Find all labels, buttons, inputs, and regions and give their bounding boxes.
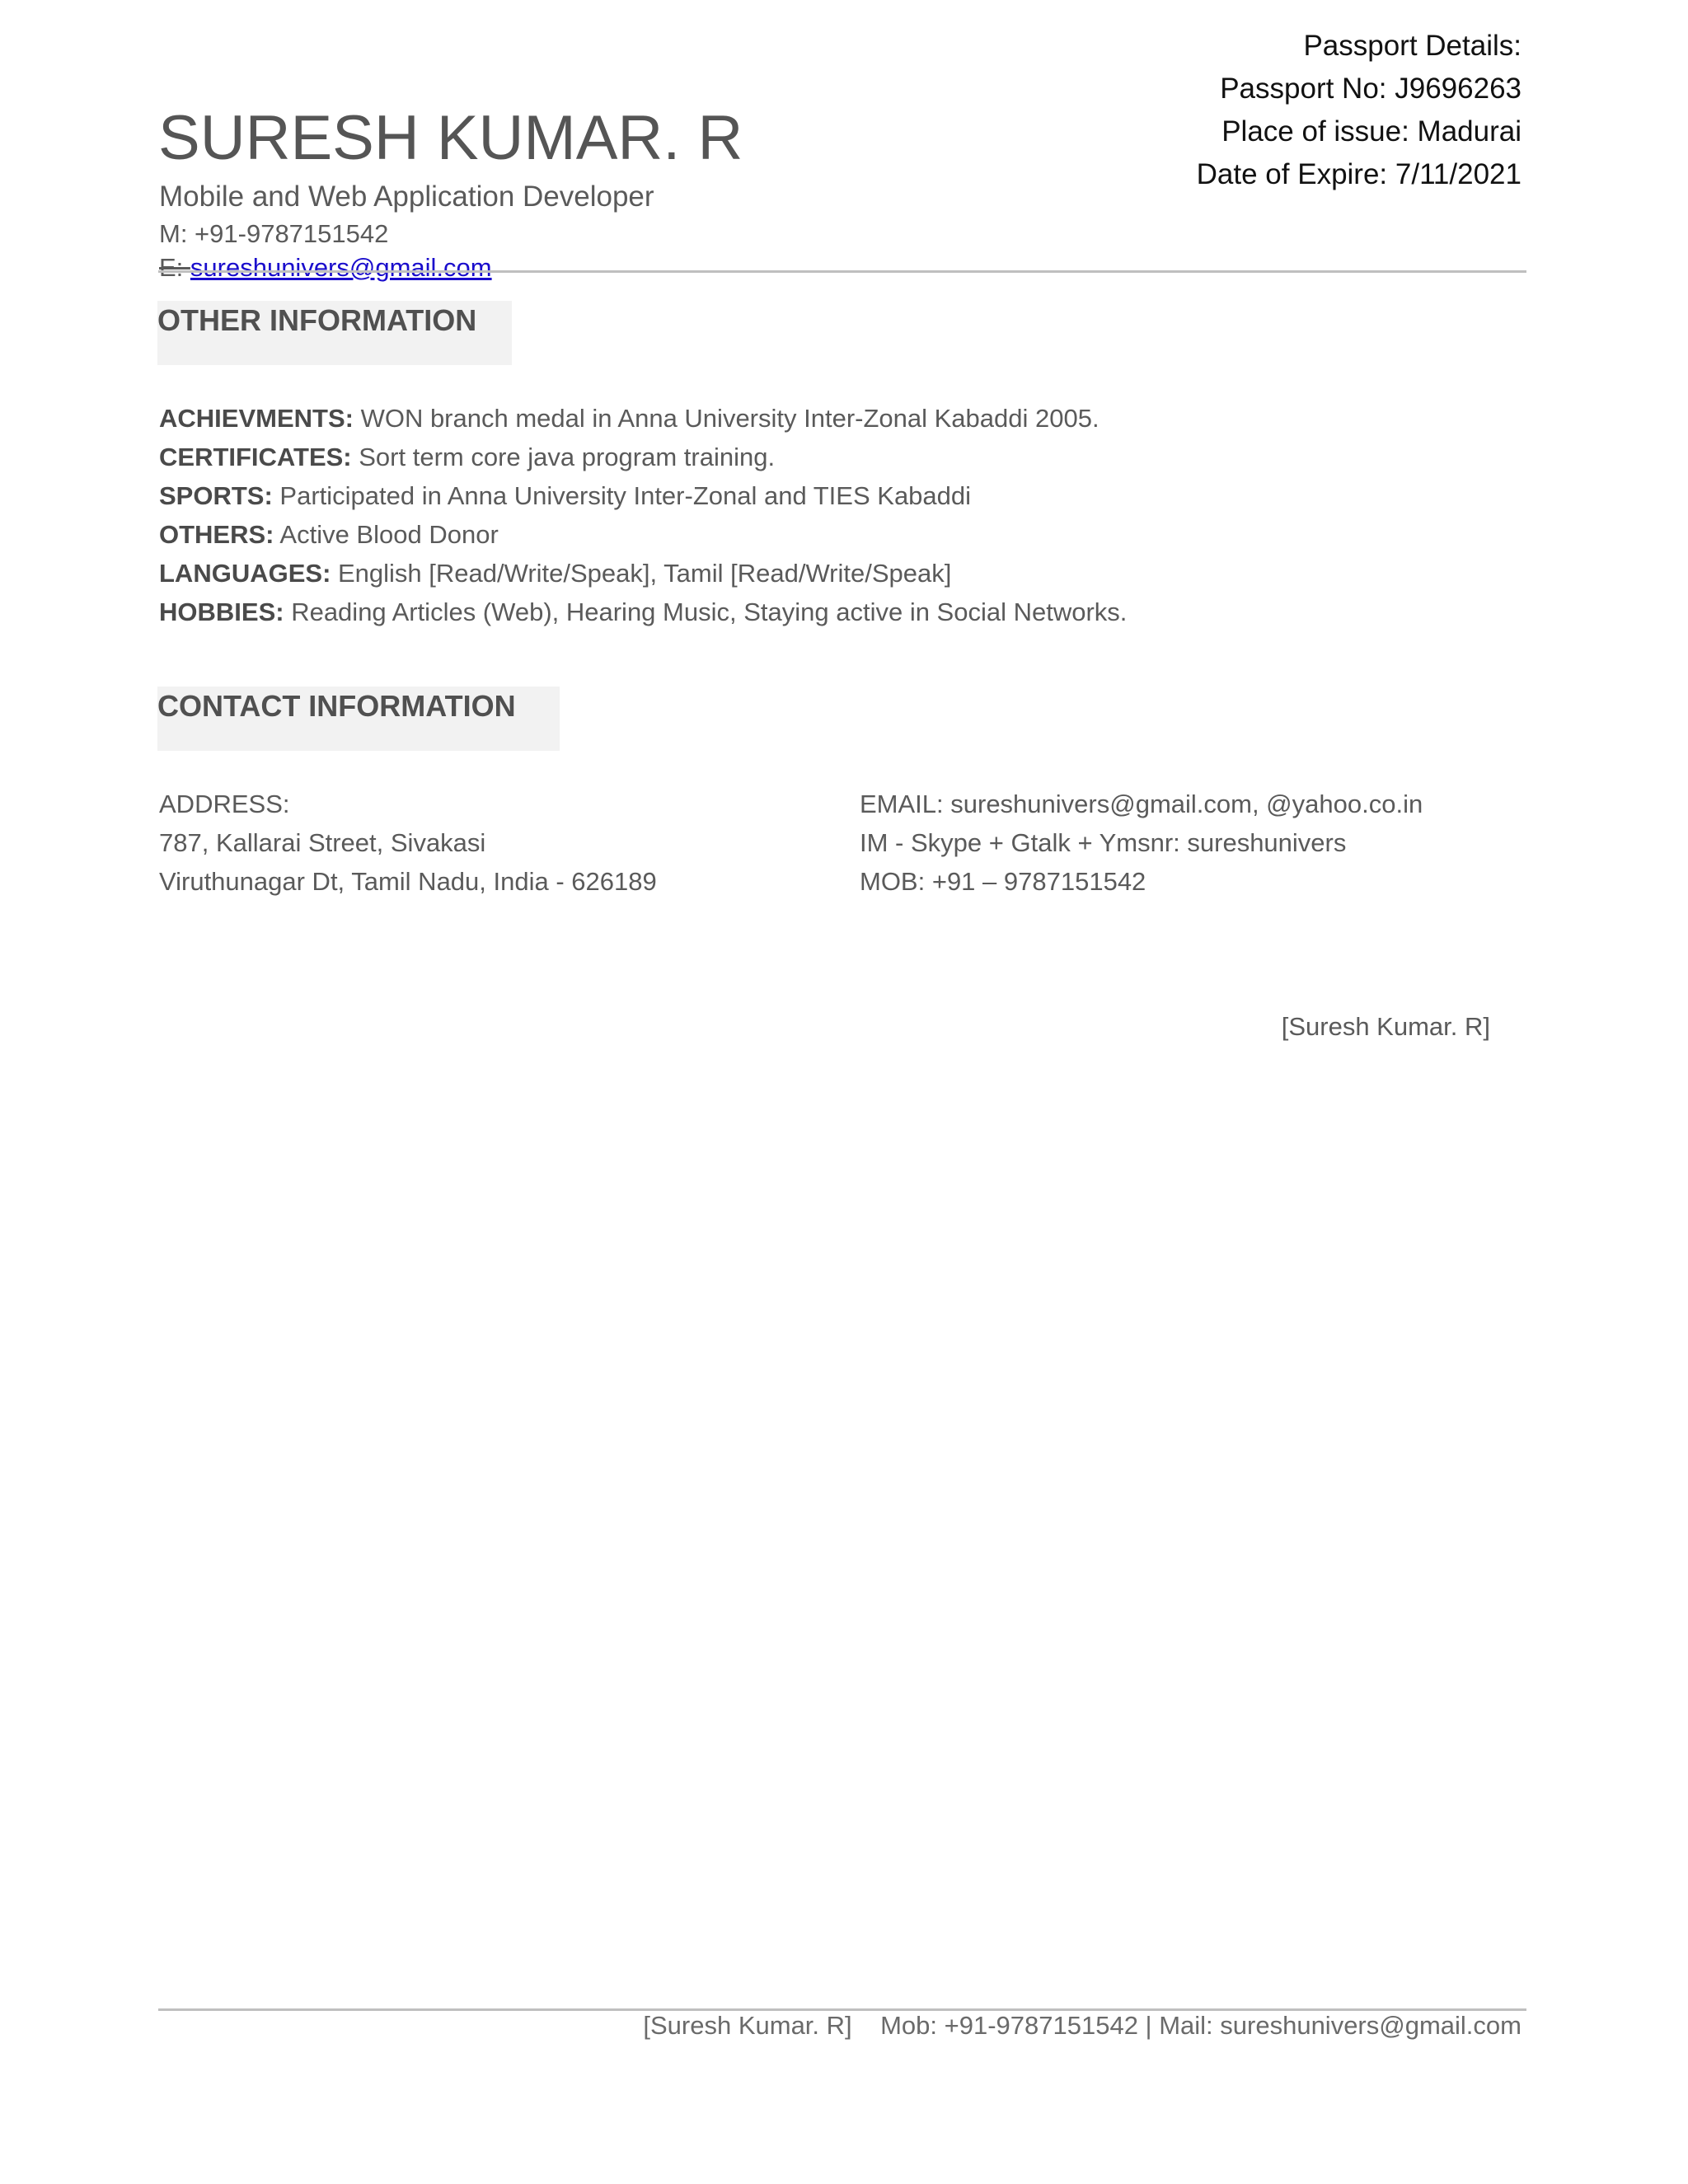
- item-label: OTHERS:: [159, 520, 274, 549]
- contact-details: [860, 785, 1423, 901]
- list-item: [159, 554, 1127, 593]
- item-label: CERTIFICATES:: [159, 443, 352, 471]
- passport-expiry-date: Date of Expire: 7/11/2021: [1196, 158, 1522, 190]
- list-item: [159, 593, 1127, 631]
- email-link[interactable]: sureshunivers@gmail.com: [190, 253, 492, 282]
- job-title: Mobile and Web Application Developer: [159, 180, 654, 213]
- contact-mobile: MOB: +91 – 9787151542: [860, 867, 1146, 896]
- item-text: English [Read/Write/Speak], Tamil [Read/Write/Speak]: [331, 559, 952, 588]
- signature: [Suresh Kumar. R]: [1281, 1012, 1490, 1041]
- passport-place-of-issue: Place of issue: Madurai: [1221, 115, 1522, 148]
- contact-im: IM - Skype + Gtalk + Ymsnr: sureshunivers: [860, 828, 1347, 857]
- header-mobile: M: +91-9787151542: [159, 219, 389, 248]
- address-line-2: Viruthunagar Dt, Tamil Nadu, India - 626189: [159, 867, 657, 896]
- list-item: [159, 515, 1127, 554]
- passport-number: Passport No: J9696263: [1220, 73, 1522, 105]
- item-label: SPORTS:: [159, 481, 273, 510]
- item-text: Sort term core java program training.: [351, 443, 776, 471]
- email-prefix: E:: [159, 253, 190, 282]
- header-divider: [158, 270, 1526, 273]
- address-line-1: 787, Kallarai Street, Sivakasi: [159, 828, 486, 857]
- contact-address: [159, 785, 657, 901]
- item-label: LANGUAGES:: [159, 559, 331, 588]
- list-item: [159, 476, 1127, 515]
- item-text: Reading Articles (Web), Hearing Music, Staying active in Social Networks.: [284, 598, 1128, 626]
- item-text: Participated in Anna University Inter-Zonal and TIES Kabaddi: [272, 481, 972, 510]
- list-item: [159, 438, 1127, 476]
- passport-details: [1197, 25, 1522, 196]
- section-heading-contact-information: CONTACT INFORMATION: [157, 687, 560, 751]
- passport-heading: Passport Details:: [1303, 30, 1522, 62]
- item-text: Active Blood Donor: [274, 520, 499, 549]
- item-label: ACHIEVMENTS:: [159, 404, 354, 433]
- candidate-name: SURESH KUMAR. R: [158, 103, 743, 173]
- contact-email: EMAIL: sureshunivers@gmail.com, @yahoo.co.in: [860, 790, 1423, 818]
- section-heading-other-information: OTHER INFORMATION: [157, 301, 512, 365]
- page-footer: [Suresh Kumar. R] Mob: +91-9787151542 | Mail: sureshunivers@gmail.com: [643, 2011, 1522, 2040]
- other-information-list: [159, 399, 1127, 631]
- address-label: ADDRESS:: [159, 790, 290, 818]
- header-email-line: [159, 251, 492, 284]
- list-item: [159, 399, 1127, 438]
- item-text: WON branch medal in Anna University Inter-Zonal Kabaddi 2005.: [353, 404, 1100, 433]
- item-label: HOBBIES:: [159, 598, 284, 626]
